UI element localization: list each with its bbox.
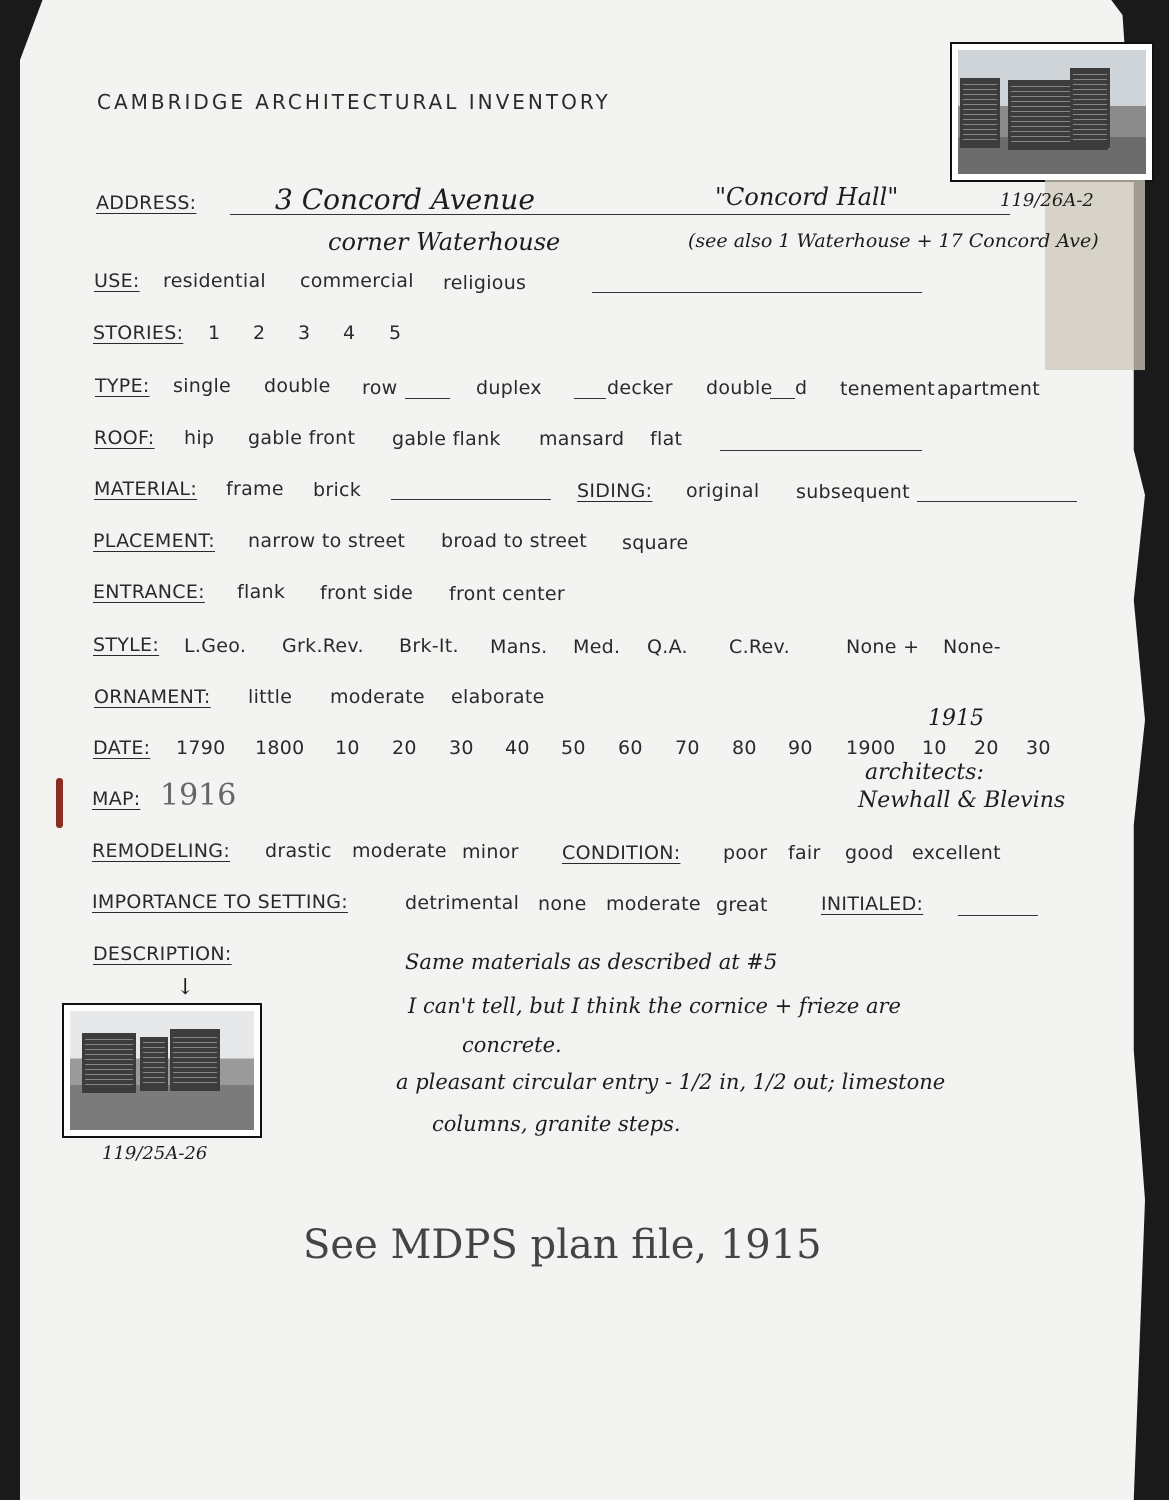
importance-option: none (538, 893, 587, 915)
date-option: 1900 (846, 737, 896, 759)
architects-names: Newhall & Blevins (858, 788, 1066, 813)
remodeling-option: minor (462, 841, 519, 863)
form-title: CAMBRIDGE ARCHITECTURAL INVENTORY (97, 90, 611, 114)
condition-option: excellent (912, 842, 1001, 864)
style-option: None + (846, 636, 920, 658)
arrow-down-icon: ↓ (176, 975, 195, 1000)
remodeling-label: REMODELING: (92, 840, 231, 862)
importance-option: detrimental (405, 892, 520, 914)
use-label: USE: (94, 270, 140, 292)
roof-option: flat (650, 428, 683, 450)
type-option: row (362, 377, 398, 399)
roof-option: mansard (539, 428, 625, 450)
use-option: religious (443, 272, 527, 294)
importance-option: great (716, 894, 768, 916)
description-line: columns, granite steps. (432, 1112, 681, 1136)
placement-option: narrow to street (248, 530, 406, 552)
roof-option: gable front (248, 427, 356, 449)
date-option: 1790 (176, 737, 226, 759)
photo-id-bottom: 119/25A-26 (102, 1143, 208, 1164)
importance-option: moderate (606, 893, 701, 915)
style-option: None- (943, 636, 1001, 658)
building-photo-top (950, 42, 1154, 182)
date-option: 40 (505, 737, 530, 759)
style-option: C.Rev. (729, 636, 790, 658)
date-option: 50 (561, 737, 586, 759)
style-option: Med. (573, 636, 621, 658)
type-option: double (706, 377, 773, 399)
material-option: brick (313, 479, 362, 501)
description-label: DESCRIPTION: (93, 943, 232, 965)
date-option: 90 (788, 737, 813, 759)
building-photo-bottom (62, 1003, 262, 1138)
date-option: 10 (335, 737, 360, 759)
stories-label: STORIES: (93, 322, 184, 344)
date-label: DATE: (93, 737, 151, 759)
description-line: concrete. (462, 1033, 562, 1057)
condition-option: good (845, 842, 894, 864)
stories-option: 3 (298, 322, 311, 344)
date-option: 30 (449, 737, 474, 759)
entrance-label: ENTRANCE: (93, 581, 205, 603)
stories-option: 4 (343, 322, 356, 344)
style-option: Mans. (490, 636, 548, 658)
stories-option: 2 (253, 322, 266, 344)
type-option: single (173, 375, 232, 397)
ornament-option: moderate (330, 686, 425, 708)
see-also-note: (see also 1 Waterhouse + 17 Concord Ave) (688, 230, 1099, 252)
entrance-option: flank (237, 581, 286, 603)
roof-option: gable flank (392, 428, 501, 450)
description-line: I can't tell, but I think the cornice + frieze are (408, 994, 901, 1018)
type-option: duplex (476, 377, 542, 399)
description-line: a pleasant circular entry - 1/2 in, 1/2 out; limestone (396, 1070, 946, 1094)
date-option: 20 (974, 737, 999, 759)
ornament-option: little (248, 686, 293, 708)
ornament-label: ORNAMENT: (94, 686, 211, 708)
ornament-option: elaborate (451, 686, 545, 708)
use-option: commercial (300, 270, 414, 292)
date-option: 70 (675, 737, 700, 759)
date-option: 20 (392, 737, 417, 759)
date-option: 60 (618, 737, 643, 759)
description-line: Same materials as described at #5 (405, 950, 778, 974)
type-option: double (264, 375, 331, 397)
use-option: residential (163, 270, 267, 292)
map-value: 1916 (160, 778, 237, 813)
type-option: d (795, 377, 808, 399)
siding-label: SIDING: (577, 480, 653, 502)
entrance-option: front center (449, 583, 565, 605)
entrance-option: front side (320, 582, 414, 604)
importance-label: IMPORTANCE TO SETTING: (92, 891, 348, 913)
date-option: 10 (922, 737, 947, 759)
type-option: apartment (937, 378, 1040, 400)
handwritten-year: 1915 (928, 706, 984, 731)
style-option: Q.A. (647, 636, 688, 658)
address-line1: 3 Concord Avenue (275, 183, 535, 216)
date-option: 30 (1026, 737, 1051, 759)
condition-option: poor (723, 842, 768, 864)
type-option: tenement (840, 378, 935, 400)
map-label: MAP: (92, 788, 141, 810)
address-label: ADDRESS: (96, 192, 197, 214)
stories-option: 1 (208, 322, 221, 344)
roof-option: hip (184, 427, 215, 449)
red-margin-mark (56, 778, 63, 828)
placement-label: PLACEMENT: (93, 530, 215, 552)
initialed-label: INITIALED: (821, 893, 924, 915)
stories-option: 5 (389, 322, 402, 344)
address-line2: corner Waterhouse (328, 228, 561, 256)
roof-label: ROOF: (94, 427, 155, 449)
architects-label: architects: (865, 760, 984, 785)
condition-label: CONDITION: (562, 842, 681, 864)
date-option: 80 (732, 737, 757, 759)
photo-id-top: 119/26A-2 (1000, 190, 1094, 211)
style-option: Brk-It. (399, 635, 459, 657)
remodeling-option: drastic (265, 840, 332, 862)
type-label: TYPE: (95, 375, 150, 397)
footer-note: See MDPS plan file, 1915 (303, 1222, 822, 1268)
style-option: L.Geo. (184, 635, 247, 657)
material-option: frame (226, 478, 284, 500)
type-option: decker (607, 377, 673, 399)
siding-option: subsequent (796, 481, 910, 503)
building-name: "Concord Hall" (715, 183, 899, 211)
remodeling-option: moderate (352, 840, 447, 862)
siding-option: original (686, 480, 760, 502)
material-label: MATERIAL: (94, 478, 198, 500)
date-option: 1800 (255, 737, 305, 759)
placement-option: square (622, 532, 689, 554)
placement-option: broad to street (441, 530, 588, 552)
style-option: Grk.Rev. (282, 635, 364, 657)
style-label: STYLE: (93, 634, 160, 656)
condition-option: fair (788, 842, 821, 864)
